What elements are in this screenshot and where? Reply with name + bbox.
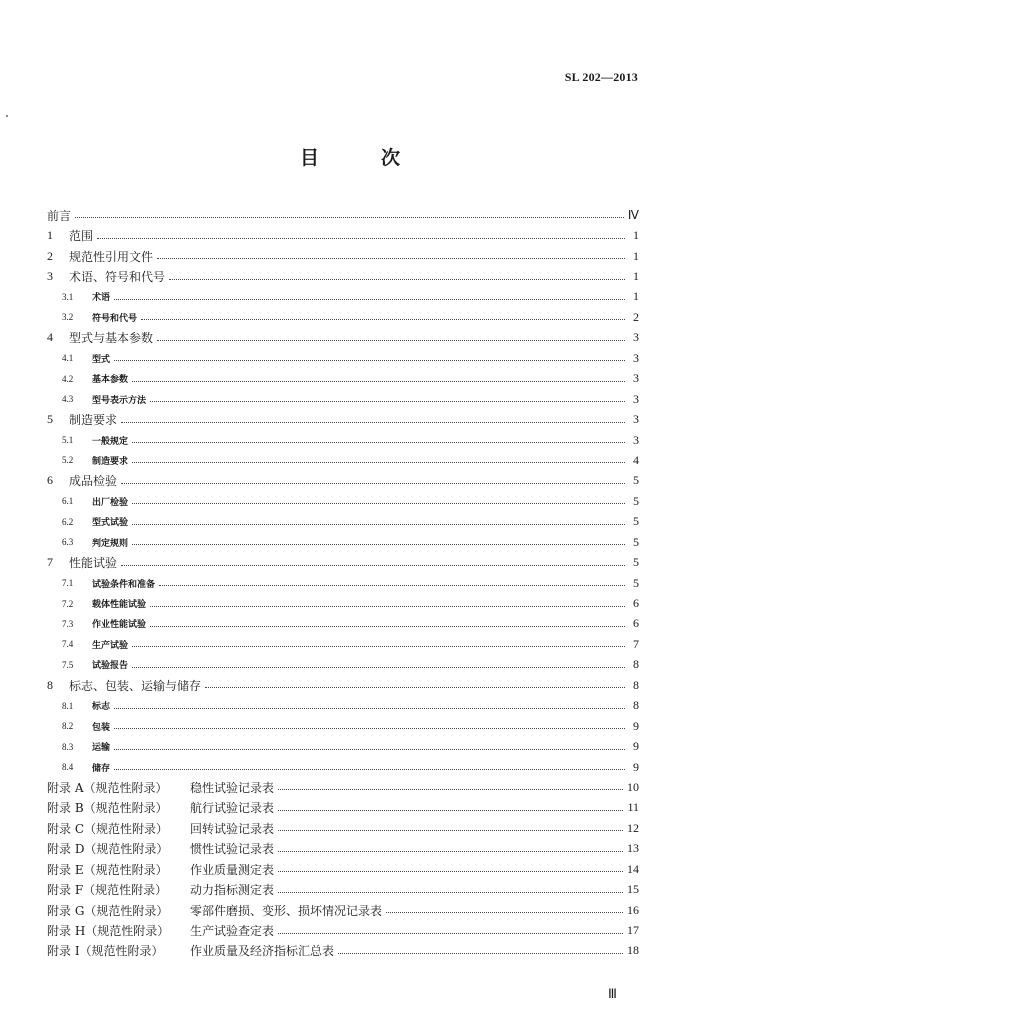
toc-entry-page: 9 [633,718,639,733]
toc-entry-page: 5 [633,575,639,590]
page-title-char-1: 目 [300,147,320,169]
toc-entry[interactable] [47,389,639,409]
toc-entry-page: 8 [633,677,639,692]
toc-entry[interactable] [47,675,639,695]
dot-leader [114,727,625,729]
toc-entry-page: 3 [633,350,639,365]
toc-entry-number: 附录 C（规范性附录） [47,821,168,836]
toc-entry-title: 术语、符号和代号 [69,270,166,285]
toc-entry[interactable] [47,818,639,838]
toc-entry-title: 包装 [92,722,111,733]
dot-leader [132,380,625,382]
dot-leader [278,829,623,831]
standard-code: SL 202—2013 [564,70,638,84]
dot-leader [338,952,623,954]
toc-entry-number: 附录 E（规范性附录） [47,862,168,877]
toc-entry-page: 6 [633,596,639,611]
toc-entry-page: 5 [633,493,639,508]
toc-entry[interactable] [47,205,639,225]
toc-entry-page: 7 [633,636,639,651]
toc-entry[interactable] [47,552,639,572]
toc-entry-number: 1 [47,228,53,243]
toc-entry-page: 3 [633,371,639,386]
toc-entry[interactable] [47,798,639,818]
toc-entry-page: 5 [633,514,639,529]
toc-entry[interactable] [47,716,639,736]
toc-entry-number: 5.1 [62,435,74,446]
toc-entry-page: 3 [633,432,639,447]
toc-entry-title: 作业质量及经济指标汇总表 [190,944,335,959]
toc-entry[interactable] [47,573,639,593]
toc-entry-title: 标志 [92,702,111,713]
toc-entry-number: 4 [47,330,53,345]
toc-entry-page: 8 [633,698,639,713]
toc-entry-number: 7 [47,555,53,570]
toc-entry[interactable] [47,920,639,940]
toc-entry-title: 标志、包装、运输与储存 [69,678,202,693]
dot-leader [114,707,625,709]
dot-leader [157,339,625,341]
toc-entry-title: 出厂检验 [92,497,129,508]
toc-entry-number: 4.2 [62,373,74,384]
toc-entry[interactable] [47,532,639,552]
dot-leader [150,605,625,607]
toc-entry-number: 8.4 [62,762,74,773]
toc-entry-title: 航行试验记录表 [190,801,275,816]
toc-entry-title: 型号表示方法 [92,395,147,406]
toc-entry-number: 3.2 [62,312,74,323]
toc-entry-number: 附录 I（规范性附录） [47,944,164,959]
toc-entry-title: 性能试验 [69,556,118,571]
toc-entry[interactable] [47,655,639,675]
toc-entry-page: 17 [627,923,639,938]
toc-entry-title: 前言 [47,208,72,223]
toc-entry-page: 3 [633,391,639,406]
toc-entry-page: 16 [627,902,639,917]
toc-entry[interactable] [47,696,639,716]
toc-entry-number: 5.2 [62,455,74,466]
toc-entry-title: 载体性能试验 [92,600,147,611]
toc-entry-title: 规范性引用文件 [69,249,154,264]
toc-entry-page: 15 [627,882,639,897]
page-title [300,143,400,169]
toc-entry[interactable] [47,471,639,491]
dot-leader [205,686,625,688]
toc-entry-number: 7.3 [62,618,74,629]
dot-leader [132,523,625,525]
dot-leader [278,870,623,872]
toc-entry-page: 18 [627,943,639,958]
dot-leader [132,645,625,647]
dot-leader [75,216,624,218]
toc-entry-page: 1 [633,289,639,304]
toc-entry-number: 3 [47,269,53,284]
toc-entry[interactable] [47,900,639,920]
toc-entry[interactable] [47,512,639,532]
toc-entry-number: 8.1 [62,700,74,711]
toc-entry[interactable] [47,450,639,470]
toc-entry-page: 9 [633,759,639,774]
dot-leader [386,911,623,913]
toc-entry-number: 7.5 [62,659,74,670]
toc-entry-page: 5 [633,473,639,488]
toc-entry-page: 9 [633,739,639,754]
toc-entry[interactable] [47,614,639,634]
toc-entry[interactable] [47,879,639,899]
toc-entry-title: 范围 [69,229,94,244]
toc-entry-title: 稳性试验记录表 [190,780,275,795]
toc-entry[interactable] [47,941,639,961]
toc-entry-title: 作业性能试验 [92,620,147,631]
toc-entry[interactable] [47,287,639,307]
toc-entry-page: 8 [633,657,639,672]
toc-entry-number: 附录 H（规范性附录） [47,924,170,939]
toc-entry-number: 8.3 [62,741,74,752]
toc-entry[interactable] [47,593,639,613]
dot-leader [132,502,625,504]
dot-leader [169,278,625,280]
toc-entry-title: 惯性试验记录表 [190,842,275,857]
dot-leader [114,298,625,300]
toc-entry[interactable] [47,736,639,756]
toc-entry-page: 1 [633,248,639,263]
toc-entry-page: 1 [633,269,639,284]
toc-entry-title: 符号和代号 [92,313,138,324]
dot-leader [114,748,625,750]
toc-entry-title: 基本参数 [92,375,129,386]
toc-entry-page: 5 [633,534,639,549]
toc-entry-number: 8.2 [62,721,74,732]
toc-entry[interactable] [47,409,639,429]
toc-entry-title: 制造要求 [92,456,129,467]
toc-entry-title: 动力指标测定表 [190,883,275,898]
toc-entry-title: 试验报告 [92,661,129,672]
toc-entry-number: 6.2 [62,516,74,527]
toc-entry[interactable] [47,266,639,286]
toc-entry-title: 成品检验 [69,474,118,489]
toc-entry-title: 零部件磨损、变形、损坏情况记录表 [190,903,383,918]
toc-entry[interactable] [47,491,639,511]
toc-entry-title: 生产试验查定表 [190,924,275,939]
toc-entry-title: 术语 [92,293,111,304]
toc-entry-page: Ⅳ [627,207,639,222]
toc-entry-number: 7.4 [62,639,74,650]
toc-entry-number: 附录 B（规范性附录） [47,801,168,816]
scan-speck [6,115,8,117]
toc-entry-page: 13 [627,841,639,856]
toc-entry[interactable] [47,634,639,654]
toc-entry-title: 储存 [92,763,111,774]
toc-entry-title: 试验条件和准备 [92,579,156,590]
toc-entry-number: 2 [47,248,53,263]
page-number: Ⅲ [608,986,617,1001]
toc-entry-page: 10 [627,779,639,794]
toc-entry-title: 型式 [92,354,111,365]
toc-entry-title: 回转试验记录表 [190,821,275,836]
toc-entry-page: 2 [633,309,639,324]
toc-entry[interactable] [47,757,639,777]
dot-leader [278,850,623,852]
toc-entry[interactable] [47,225,639,245]
toc-entry-page: 12 [627,820,639,835]
toc-entry-title: 运输 [92,743,111,754]
toc-entry-number: 4.3 [62,394,74,405]
toc-entry-number: 4.1 [62,353,74,364]
toc-entry-title: 型式试验 [92,518,129,529]
dot-leader [150,625,625,627]
toc-entry-number: 3.1 [62,291,74,302]
dot-leader [157,257,625,259]
toc-entry-page: 5 [633,555,639,570]
toc-entry-number: 6.1 [62,496,74,507]
dot-leader [159,584,625,586]
table-of-contents [47,205,639,961]
dot-leader [132,543,625,545]
toc-entry-page: 3 [633,412,639,427]
dot-leader [132,461,625,463]
dot-leader [278,932,623,934]
toc-entry-number: 8 [47,677,53,692]
toc-entry-number: 7.1 [62,578,74,589]
dot-leader [150,400,625,402]
dot-leader [278,891,623,893]
toc-entry[interactable] [47,307,639,327]
toc-entry[interactable] [47,777,639,797]
toc-entry-number: 附录 G（规范性附录） [47,903,169,918]
toc-entry-title: 作业质量测定表 [190,862,275,877]
toc-entry-page: 3 [633,330,639,345]
dot-leader [114,359,625,361]
toc-entry[interactable] [47,246,639,266]
toc-entry-number: 6.3 [62,537,74,548]
toc-entry[interactable] [47,348,639,368]
toc-entry-page: 11 [627,800,639,815]
dot-leader [278,809,623,811]
page-title-char-2: 次 [380,147,400,169]
toc-entry-title: 判定规则 [92,538,129,549]
toc-entry-number: 5 [47,412,53,427]
toc-entry[interactable] [47,839,639,859]
toc-entry-page: 1 [633,228,639,243]
dot-leader [121,482,625,484]
toc-entry-title: 一般规定 [92,436,129,447]
dot-leader [278,788,623,790]
dot-leader [97,237,625,239]
toc-entry-number: 附录 D（规范性附录） [47,842,169,857]
toc-entry[interactable] [47,430,639,450]
toc-entry-page: 6 [633,616,639,631]
toc-entry-title: 型式与基本参数 [69,331,154,346]
toc-entry[interactable] [47,369,639,389]
toc-entry[interactable] [47,859,639,879]
toc-entry-page: 4 [633,452,639,467]
toc-entry-title: 生产试验 [92,640,129,651]
toc-entry-page: 14 [627,861,639,876]
toc-entry[interactable] [47,328,639,348]
dot-leader [121,564,625,566]
dot-leader [114,768,625,770]
dot-leader [141,318,625,320]
toc-entry-title: 制造要求 [69,413,118,428]
dot-leader [121,421,625,423]
toc-entry-number: 附录 F（规范性附录） [47,883,168,898]
toc-entry-number: 7.2 [62,598,74,609]
toc-entry-number: 附录 A（规范性附录） [47,780,168,795]
toc-entry-number: 6 [47,473,53,488]
dot-leader [132,441,625,443]
dot-leader [132,666,625,668]
